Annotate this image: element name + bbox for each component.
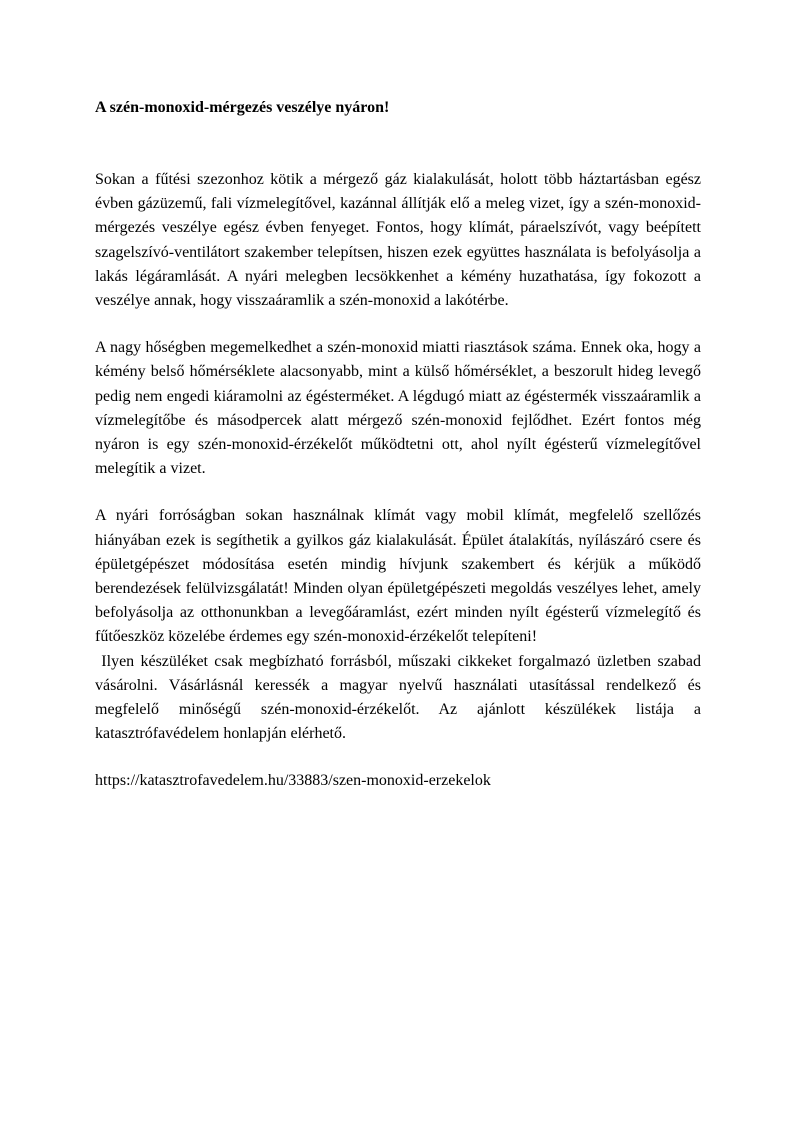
spacer bbox=[95, 120, 701, 168]
paragraph-3: A nyári forróságban sokan használnak klímát vagy mobil klímát, megfelelő szellőzés hiányában ezek is segíthetik a gyilkos gáz kialakulását. Épület átalakítás, nyílászáró csere és épületgépészet módosítása esetén mindig hívjunk szakembert és kérjük a működő berendezések felülvizsgálatát! Minden olyan épületgépészeti megoldás veszélyes lehet, amely befolyásolja az otthonunkban a levegőáramlást, ezért minden nyílt égésterű vízmelegítő és fűtőeszköz közelébe érdemes egy szén-monoxid-érzékelőt telepíteni! bbox=[95, 507, 701, 646]
document-title: A szén-monoxid-mérgezés veszélye nyáron! bbox=[95, 99, 390, 116]
spacer bbox=[95, 481, 701, 504]
paragraph-4: Ilyen készüléket csak megbízható forrásból, műszaki cikkeket forgalmazó üzletben szabad vásárolni. Vásárlásnál keressék a magyar nyelvű használati utasítással rendelkező és megfelelő minőségű szén-monoxid-érzékelőt. Az ajánlott készülékek listája a katasztrófavédelem honlapján elérhető. bbox=[95, 652, 705, 743]
spacer bbox=[95, 746, 701, 769]
paragraph-2: A nagy hőségben megemelkedhet a szén-monoxid miatti riasztások száma. Ennek oka, hogy a kémény belső hőmérséklete alacsonyabb, mint a külső hőmérséklet, a beszorult hideg levegő pedig nem engedi kiáramolni az égésterméket. A légdugó miatt az égéstermék visszaáramlik a vízmelegítőbe és másodpercek alatt mérgező szén-monoxid fejlődhet. Ezért fontos még nyáron is egy szén-monoxid-érzékelőt működtetni ott, ahol nyílt égésterű vízmelegítővel melegítik a vizet. bbox=[95, 339, 701, 478]
paragraph-1: Sokan a fűtési szezonhoz kötik a mérgező gáz kialakulását, holott több háztartásban egész évben gázüzemű, fali vízmelegítővel, kazánnal állítják elő a meleg vizet, így a szén-monoxid-mérgezés veszélye egész évben fenyeget. Fontos, hogy klímát, páraelszívót, vagy beépített szagelszívó-ventilátort szakember telepítsen, hiszen ezek együttes használata is befolyásolja a lakás légáramlását. A nyári melegben lecsökkenhet a kémény huzathatása, így fokozott a veszélye annak, hogy visszaáramlik a szén-monoxid a lakótérbe. bbox=[95, 171, 701, 310]
spacer bbox=[95, 313, 701, 336]
source-url[interactable]: https://katasztrofavedelem.hu/33883/szen-monoxid-erzekelok bbox=[95, 772, 491, 790]
document-page bbox=[95, 96, 705, 794]
